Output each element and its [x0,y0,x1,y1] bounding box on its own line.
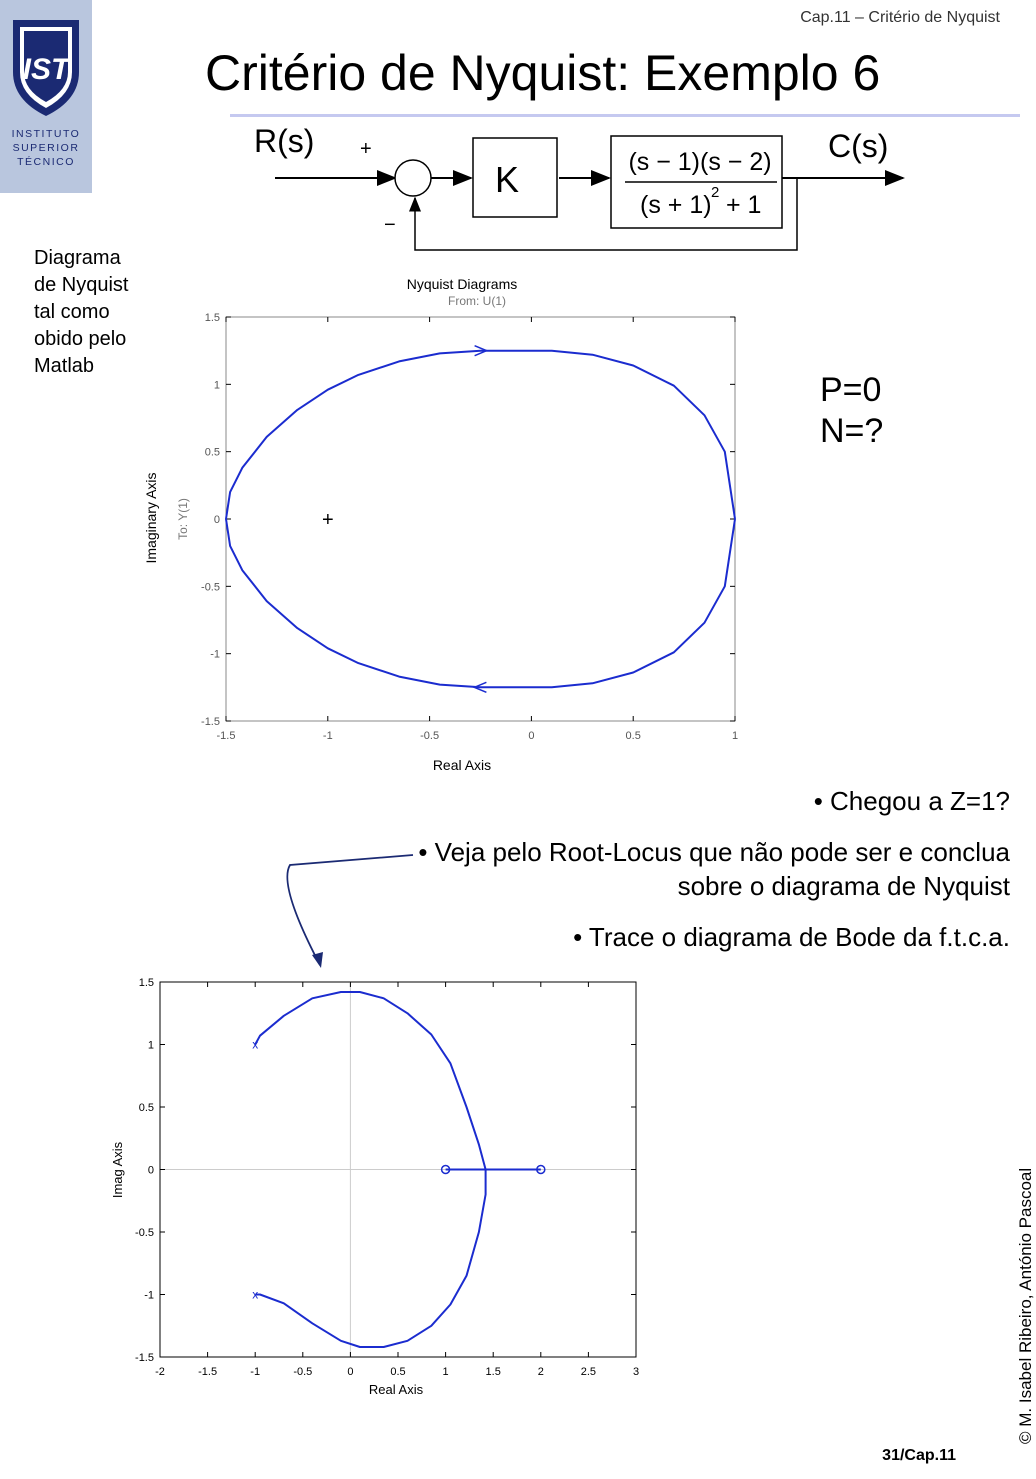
page-title: Critério de Nyquist: Exemplo 6 [205,45,881,101]
nyquist-y-tick-label: -1 [210,648,220,661]
root-locus-y-tick-label: -0.5 [135,1227,154,1239]
root-locus-x-tick-label: 2.5 [580,1366,597,1378]
callout-arrow-line [287,855,413,965]
caption-line: Diagrama [34,247,121,269]
root-locus-y-tick-label: 1.5 [138,977,154,989]
bullet-item: • Trace o diagrama de Bode da f.t.c.a. [573,922,1010,952]
caption-line: tal como [34,301,110,323]
root-locus-chart [0,960,700,1410]
nyquist-x-tick-label: 0 [528,730,535,742]
root-locus-x-tick-label: -1 [250,1366,261,1378]
root-locus-y-tick-label: -1 [144,1289,154,1302]
root-locus-x-tick-label: 3 [632,1366,640,1378]
logo-text-1: INSTITUTO [11,128,81,140]
caption-line: obido pelo [34,328,127,350]
nyquist-x-tick-label: 0.5 [625,730,641,742]
plant-denominator-exponent: 2 [711,184,720,201]
nyquist-y-label-output: To: Y(1) [176,498,190,540]
bullet-item: • Veja pelo Root-Locus que não pode ser e conclua sobre o diagrama de Nyquist [418,837,1010,901]
root-locus-x-tick-label: 0.5 [390,1366,406,1378]
logo-text-2: SUPERIOR [12,142,80,154]
copyright: © M. Isabel Ribeiro, António Pascoal [1016,1167,1035,1444]
plant-denominator: (s + 1) [640,191,712,219]
root-locus-x-tick-label: -2 [155,1366,165,1378]
nyquist-y-tick-label: 1 [213,379,220,392]
root-locus-y-label: Imag Axis [110,1141,125,1199]
root-locus-x-tick-label: 1.5 [485,1366,501,1378]
caption-line: de Nyquist [34,274,129,296]
slide-number: 31/Cap.11 [882,1447,956,1464]
nyquist-x-label: Real Axis [432,757,492,773]
bullet-item: • Chegou a Z=1? [813,786,1010,816]
root-locus-x-tick-label: -1.5 [198,1366,218,1378]
pole-marker: x [252,1037,259,1052]
plus-sign: + [360,138,372,160]
logo-text-3: TÉCNICO [17,156,75,168]
critical-point-marker: + [321,509,334,531]
nyquist-y-tick-label: -0.5 [201,581,220,594]
root-locus-x-tick-label: -0.5 [293,1366,313,1378]
caption-line: Matlab [34,355,95,377]
root-locus-y-tick-label: 0 [147,1164,154,1177]
root-locus-y-tick-label: -1.5 [135,1352,154,1364]
output-label: C(s) [828,128,889,164]
nyquist-subtitle: From: U(1) [448,294,506,308]
root-locus-x-tick-label: 1 [442,1366,449,1378]
logo-monogram: IST [22,53,70,86]
nyquist-x-tick-label: 1 [731,730,739,742]
plant-numerator: (s − 1)(s − 2) [628,148,772,176]
root-locus-y-tick-label: 1 [147,1039,154,1052]
nyquist-y-label: Imaginary Axis [143,472,159,564]
nyquist-title: Nyquist Diagrams [406,276,518,292]
plant-denominator-constant: + 1 [726,191,762,219]
pole-marker: x [252,1287,259,1302]
nyquist-x-tick-label: -1 [322,730,333,742]
gain-label: K [494,159,520,200]
n-value: N=? [820,412,884,450]
root-locus-y-tick-label: 0.5 [138,1102,154,1114]
nyquist-y-tick-label: 0.5 [204,446,220,459]
nyquist-y-tick-label: 1.5 [204,312,220,324]
nyquist-y-tick-label: 0 [213,514,220,526]
root-locus-x-label: Real Axis [368,1382,424,1397]
nyquist-x-tick-label: -0.5 [420,730,440,742]
chapter-header: Cap.11 – Critério de Nyquist [800,9,1000,26]
root-locus-x-tick-label: 2 [537,1366,544,1378]
nyquist-x-tick-label: -1.5 [216,730,236,742]
input-label: R(s) [254,123,315,159]
minus-sign: − [384,214,396,236]
nyquist-y-tick-label: -1.5 [201,716,220,728]
root-locus-x-tick-label: 0 [347,1366,354,1378]
p-value: P=0 [820,371,882,409]
